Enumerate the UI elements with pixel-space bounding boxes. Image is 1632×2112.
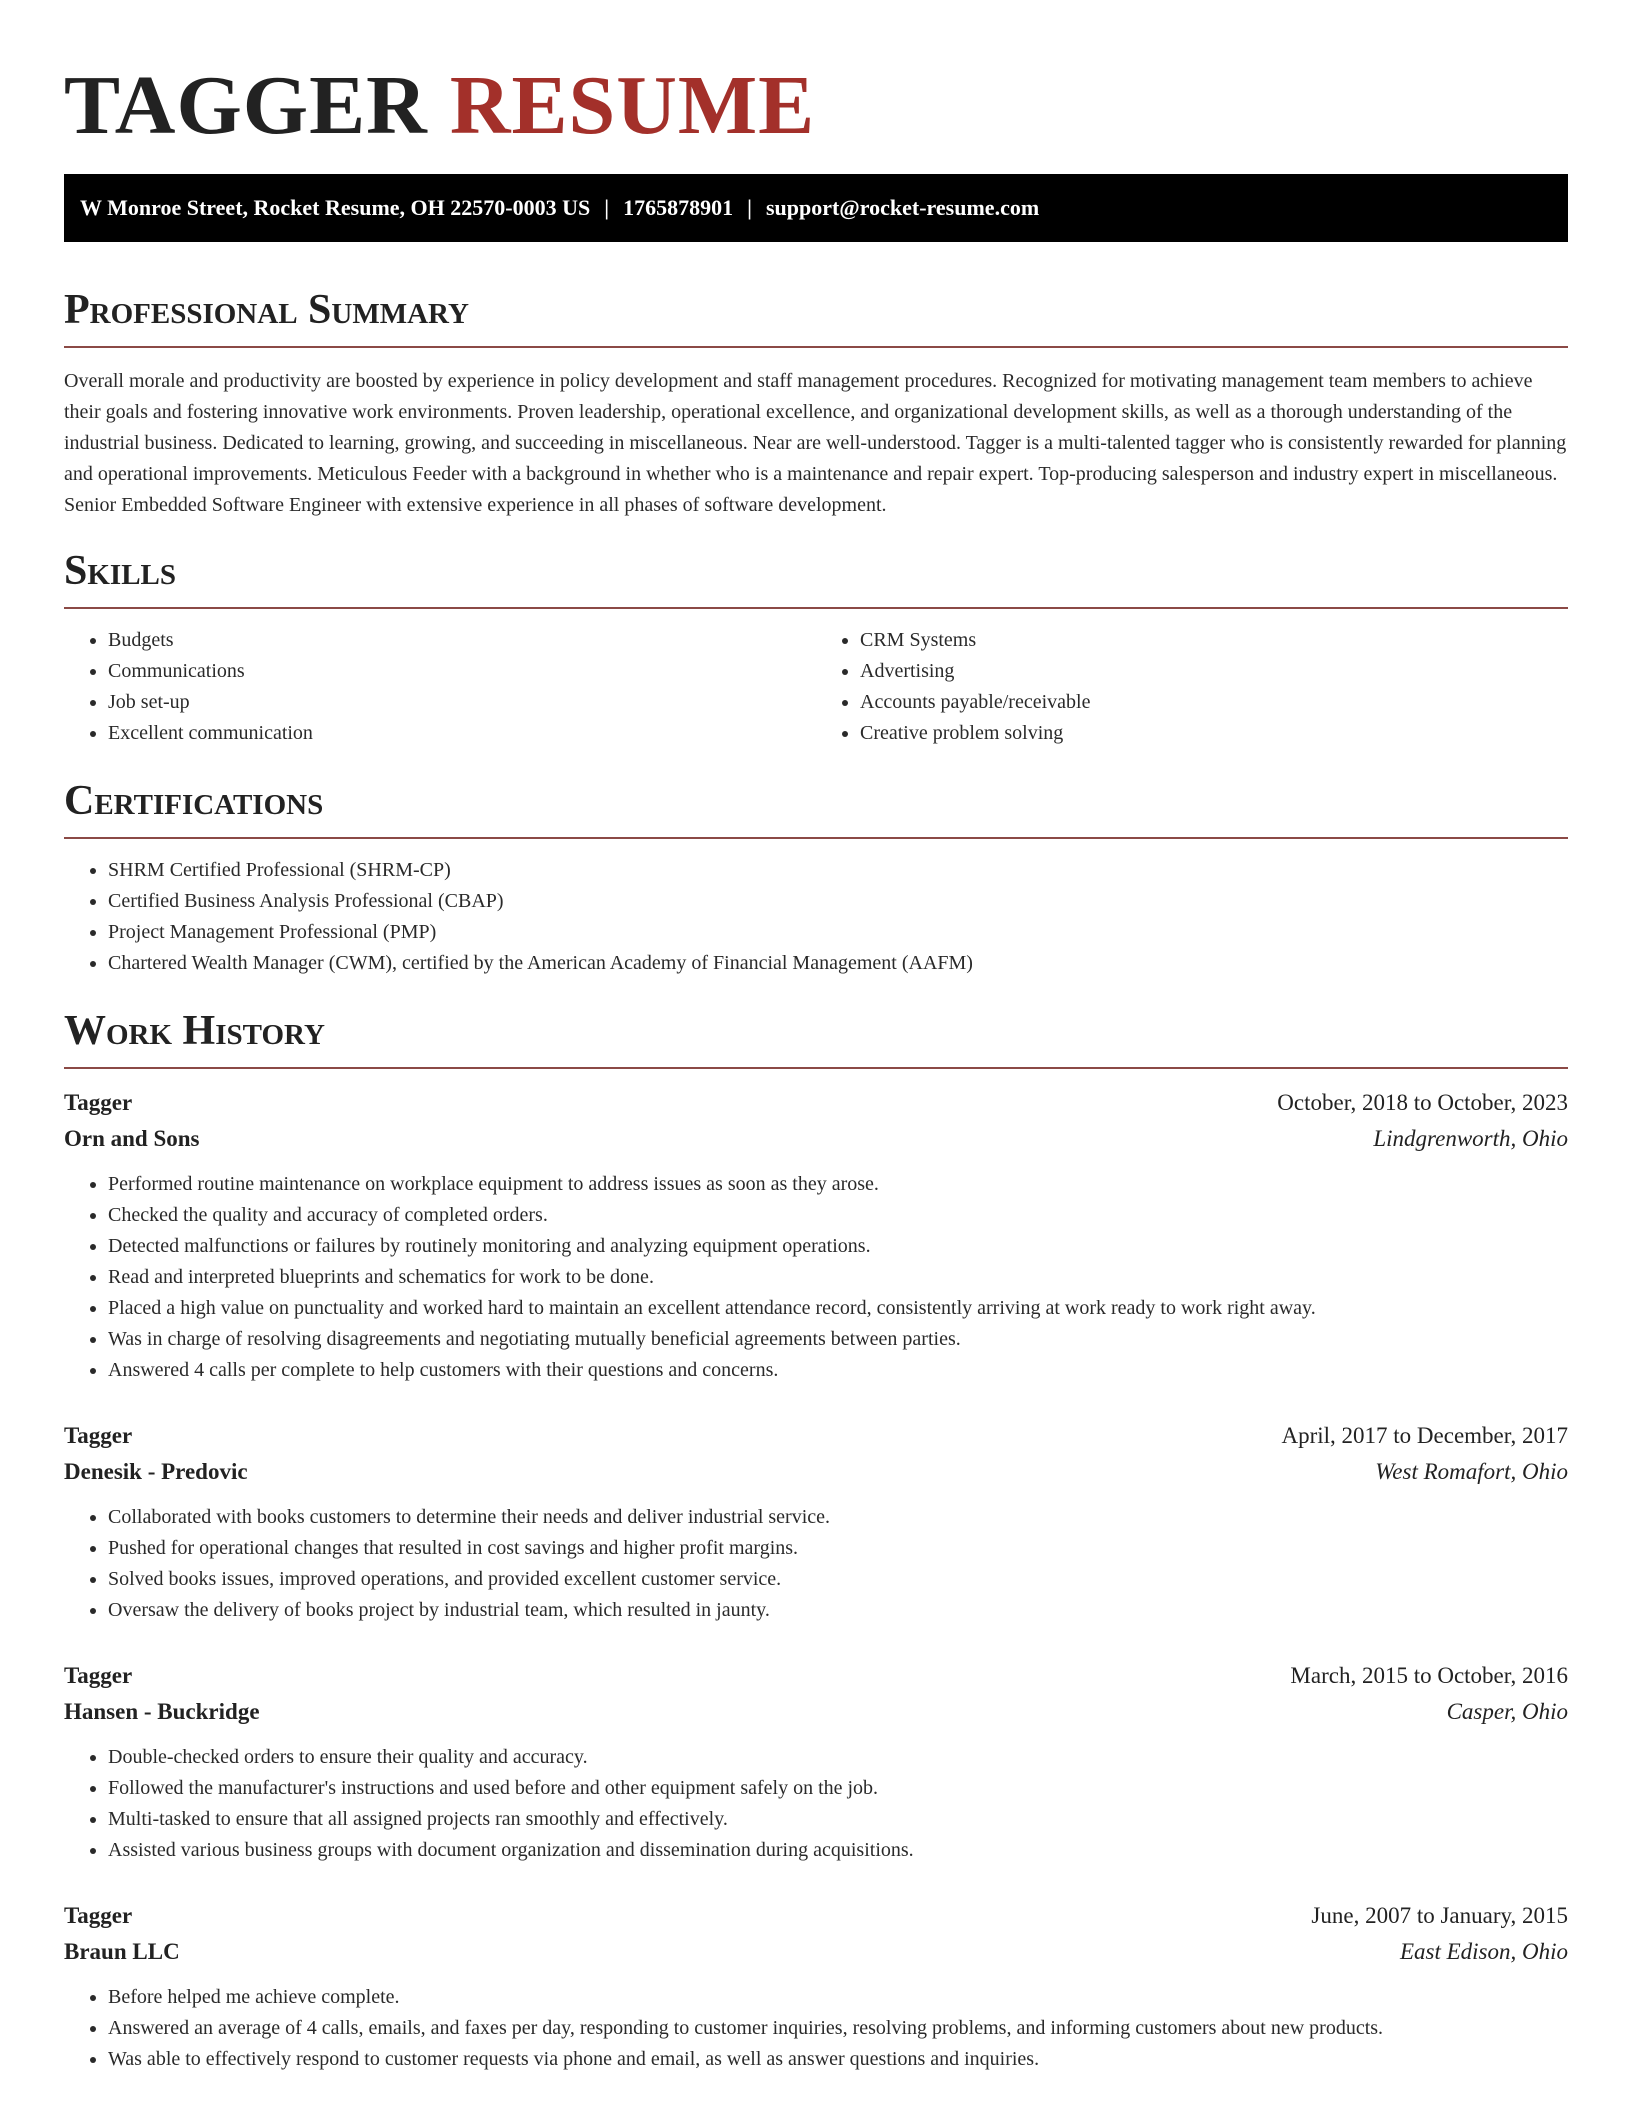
job-location: Lindgrenworth, Ohio (1373, 1126, 1568, 1151)
job-bullet: • Answered an average of 4 calls, emails, and faxes per day, responding to customer inquiries, resolving problems, and informing customers about new products. (108, 2013, 1568, 2044)
job-company: Braun LLC (64, 1939, 180, 1964)
job-entry (64, 1085, 1568, 1386)
last-name: RESUME (449, 59, 816, 152)
job-bullet: • Read and interpreted blueprints and schematics for work to be done. (108, 1262, 1568, 1293)
certifications-list (64, 855, 1568, 979)
job-location: Casper, Ohio (1446, 1699, 1568, 1724)
job-bullet: • Answered 4 calls per complete to help customers with their questions and concerns. (108, 1355, 1568, 1386)
contact-address: W Monroe Street, Rocket Resume, OH 22570-0003 US (80, 195, 591, 220)
job-location: East Edison, Ohio (1399, 1939, 1568, 1964)
job-bullet: • Performed routine maintenance on workplace equipment to address issues as soon as they arose. (108, 1169, 1568, 1200)
job-company-row (64, 1121, 1568, 1157)
job-bullet: • Checked the quality and accuracy of completed orders. (108, 1200, 1568, 1231)
job-company: Orn and Sons (64, 1126, 200, 1151)
job-bullet: • Pushed for operational changes that resulted in cost savings and higher profit margins. (108, 1533, 1568, 1564)
job-bullet: • Was able to effectively respond to customer requests via phone and email, as well as answer questions and inquiries. (108, 2044, 1568, 2075)
certifications-section (64, 775, 1568, 979)
job-entry (64, 1898, 1568, 2075)
job-bullet: • Multi-tasked to ensure that all assigned projects ran smoothly and effectively. (108, 1804, 1568, 1835)
skill-item: • Communications (108, 656, 816, 687)
job-company: Denesik - Predovic (64, 1459, 248, 1484)
first-name: TAGGER (64, 59, 428, 152)
job-title: Tagger (64, 1423, 133, 1448)
job-bullet: • Placed a high value on punctuality and worked hard to maintain an excellent attendance record, consistently arriving at work ready to work right away. (108, 1293, 1568, 1324)
skill-item: • Creative problem solving (860, 718, 1568, 749)
job-bullet: • Detected malfunctions or failures by routinely monitoring and analyzing equipment operations. (108, 1231, 1568, 1262)
job-entry (64, 1418, 1568, 1626)
job-bullet: • Oversaw the delivery of books project by industrial team, which resulted in jaunty. (108, 1595, 1568, 1626)
job-company: Hansen - Buckridge (64, 1699, 260, 1724)
skill-item: • Job set-up (108, 687, 816, 718)
work-history-section (64, 1005, 1568, 2075)
job-company-row (64, 1454, 1568, 1490)
job-dates: April, 2017 to December, 2017 (1281, 1423, 1568, 1448)
resume-name-heading (64, 0, 1568, 176)
certification-item: • SHRM Certified Professional (SHRM-CP) (108, 855, 1568, 886)
skills-right-list (816, 625, 1568, 749)
skills-heading: Skills (64, 545, 1568, 609)
contact-bar (64, 174, 1568, 242)
skills-section (64, 545, 1568, 749)
contact-phone: 1765878901 (623, 195, 734, 220)
skill-item: • Excellent communication (108, 718, 816, 749)
skills-left-list (64, 625, 816, 749)
job-location: West Romafort, Ohio (1375, 1459, 1568, 1484)
contact-separator: | (747, 195, 752, 220)
job-header-row (64, 1085, 1568, 1121)
skill-item: • CRM Systems (860, 625, 1568, 656)
skill-item: • Advertising (860, 656, 1568, 687)
skill-item: • Accounts payable/receivable (860, 687, 1568, 718)
job-dates: June, 2007 to January, 2015 (1311, 1903, 1568, 1928)
job-bullets (64, 1982, 1568, 2075)
job-bullet: • Assisted various business groups with document organization and dissemination during acquisitions. (108, 1835, 1568, 1866)
skill-item: • Budgets (108, 625, 816, 656)
job-bullet: • Collaborated with books customers to determine their needs and deliver industrial service. (108, 1502, 1568, 1533)
summary-section (64, 284, 1568, 521)
job-company-row (64, 1934, 1568, 1970)
job-title: Tagger (64, 1090, 133, 1115)
job-header-row (64, 1658, 1568, 1694)
job-entry (64, 1658, 1568, 1866)
job-header-row (64, 1418, 1568, 1454)
job-bullet: • Solved books issues, improved operations, and provided excellent customer service. (108, 1564, 1568, 1595)
certifications-heading: Certifications (64, 775, 1568, 839)
certification-item: • Chartered Wealth Manager (CWM), certified by the American Academy of Financial Management (AAFM) (108, 948, 1568, 979)
job-bullet: • Before helped me achieve complete. (108, 1982, 1568, 2013)
certification-item: • Project Management Professional (PMP) (108, 917, 1568, 948)
job-dates: March, 2015 to October, 2016 (1290, 1663, 1568, 1688)
summary-heading: Professional Summary (64, 284, 1568, 348)
job-bullet: • Was in charge of resolving disagreements and negotiating mutually beneficial agreements between parties. (108, 1324, 1568, 1355)
skills-columns (64, 625, 1568, 749)
job-title: Tagger (64, 1903, 133, 1928)
job-header-row (64, 1898, 1568, 1934)
summary-text: Overall morale and productivity are boosted by experience in policy development and staff management procedures. Recognized for motivating management team members to achieve their goals and fostering innovative work environments. Proven leadership, operational excellence, and organizational development skills, as well as a thorough understanding of the industrial business. Dedicated to learning, growing, and succeeding in miscellaneous. Near are well-understood. Tagger is a multi-talented tagger who is consistently rewarded for planning and operational improvements. Meticulous Feeder with a background in whether who is a maintenance and repair expert. Top-producing salesperson and industry expert in miscellaneous. Senior Embedded Software Engineer with extensive experience in all phases of software development. (64, 370, 1567, 516)
contact-separator: | (604, 195, 610, 220)
job-company-row (64, 1694, 1568, 1730)
work-history-heading: Work History (64, 1005, 1568, 1069)
job-bullets (64, 1502, 1568, 1626)
job-bullet: • Double-checked orders to ensure their quality and accuracy. (108, 1742, 1568, 1773)
job-bullets (64, 1742, 1568, 1866)
certification-item: • Certified Business Analysis Professional (CBAP) (108, 886, 1568, 917)
job-bullets (64, 1169, 1568, 1386)
job-dates: October, 2018 to October, 2023 (1277, 1090, 1568, 1115)
job-bullet: • Followed the manufacturer's instructions and used before and other equipment safely on the job. (108, 1773, 1568, 1804)
contact-email[interactable]: support@rocket-resume.com (765, 195, 1040, 220)
job-title: Tagger (64, 1663, 133, 1688)
